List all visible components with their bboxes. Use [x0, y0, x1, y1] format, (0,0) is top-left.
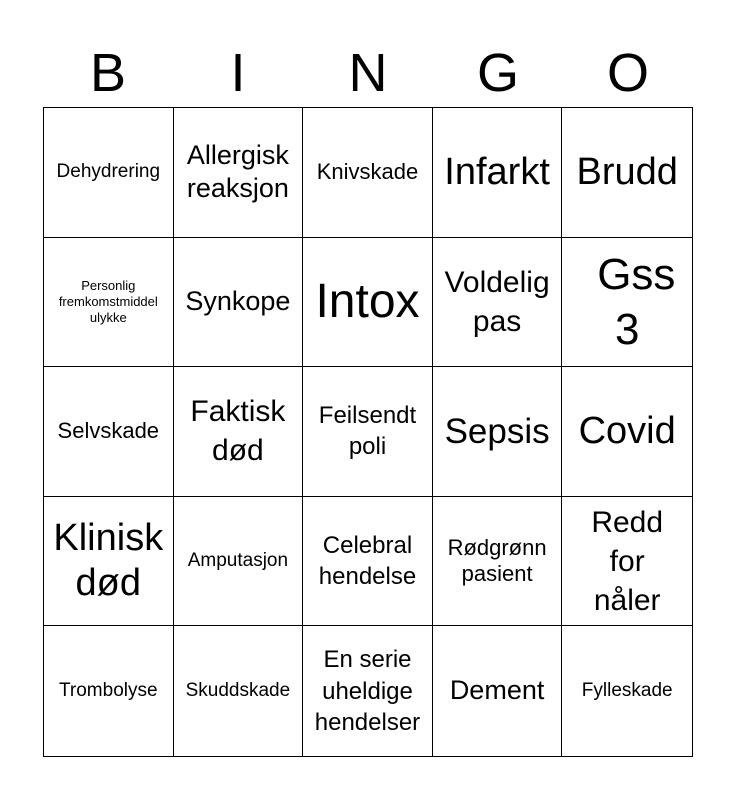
- bingo-cell[interactable]: [303, 108, 433, 238]
- bingo-cell[interactable]: [44, 626, 174, 756]
- bingo-cell[interactable]: [562, 367, 692, 497]
- bingo-cell[interactable]: [433, 367, 563, 497]
- bingo-cell[interactable]: [44, 497, 174, 627]
- cell-label: Amputasjon: [187, 549, 289, 571]
- cell-label: Brudd: [576, 150, 678, 193]
- bingo-header: [43, 38, 693, 108]
- cell-label: Allergisk reaksjon: [186, 139, 289, 204]
- cell-label: Rødgrønn pasient: [447, 534, 547, 587]
- bingo-cell[interactable]: [44, 238, 174, 368]
- cell-label: Trombolyse: [59, 679, 158, 701]
- bingo-cell[interactable]: [433, 626, 563, 756]
- bingo-grid: [43, 107, 693, 757]
- header-letter-g: G: [476, 43, 519, 103]
- cell-label: Skuddskade: [185, 679, 291, 701]
- cell-label: Voldelig pas: [444, 265, 550, 338]
- cell-label: Synkope: [185, 286, 291, 317]
- cell-label: Klinisk død: [53, 516, 164, 605]
- cell-label: Feilsendt poli: [318, 402, 417, 461]
- bingo-cell[interactable]: [303, 626, 433, 756]
- cell-label: Knivskade: [316, 159, 419, 185]
- cell-label: Intox: [315, 275, 420, 329]
- bingo-cell[interactable]: [562, 238, 692, 368]
- cell-label: Dement: [449, 675, 545, 706]
- bingo-cell[interactable]: [174, 238, 304, 368]
- bingo-cell[interactable]: [562, 108, 692, 238]
- cell-label: Personlig fremkomstmiddel ulykke: [58, 277, 158, 326]
- header-letter-o: O: [606, 43, 649, 103]
- cell-label: Dehydrering: [56, 160, 161, 182]
- bingo-cell[interactable]: [433, 497, 563, 627]
- bingo-cell[interactable]: [174, 626, 304, 756]
- cell-label: Infarkt: [444, 150, 550, 193]
- cell-label: Gss 3: [597, 249, 676, 354]
- header-letter-i: I: [230, 43, 246, 103]
- cell-label: Covid: [578, 409, 676, 452]
- header-letter-b: B: [89, 43, 127, 103]
- bingo-cell[interactable]: [44, 108, 174, 238]
- header-letter-n: N: [348, 43, 388, 103]
- bingo-cell[interactable]: [562, 626, 692, 756]
- bingo-cell[interactable]: [174, 497, 304, 627]
- bingo-cell[interactable]: [174, 108, 304, 238]
- cell-label: Sepsis: [444, 411, 550, 451]
- cell-label: En serie uheldige hendelser: [314, 646, 421, 736]
- bingo-cell[interactable]: [174, 367, 304, 497]
- bingo-cell[interactable]: [303, 497, 433, 627]
- bingo-cell[interactable]: [433, 238, 563, 368]
- bingo-cell[interactable]: [433, 108, 563, 238]
- cell-label: Selvskade: [57, 418, 160, 444]
- bingo-cell[interactable]: [562, 497, 692, 627]
- cell-label: Fylleskade: [581, 679, 673, 701]
- bingo-cell[interactable]: [303, 238, 433, 368]
- bingo-cell[interactable]: [303, 367, 433, 497]
- bingo-cell[interactable]: [44, 367, 174, 497]
- cell-label: Redd for nåler: [591, 505, 664, 617]
- cell-label: Faktisk død: [190, 395, 286, 468]
- cell-label: Celebral hendelse: [318, 531, 417, 591]
